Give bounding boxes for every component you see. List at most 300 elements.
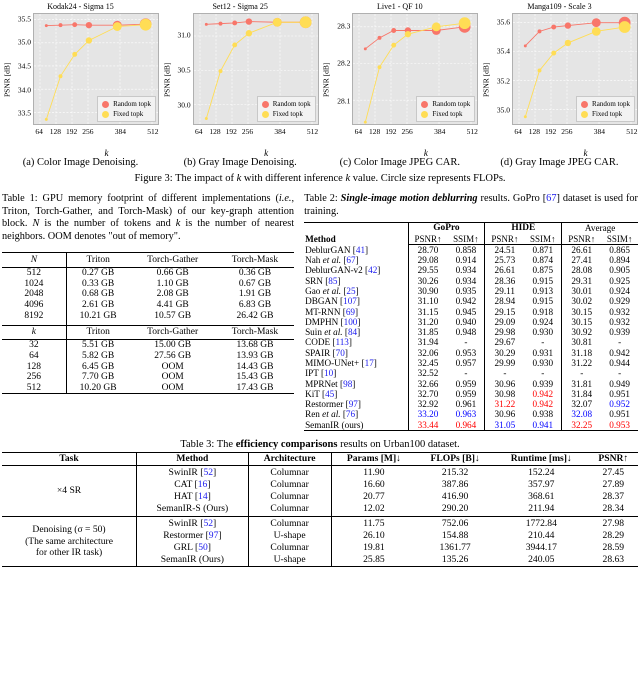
- table-2-value-cell: 0.894: [609, 255, 630, 266]
- t2cap-pre: Table 2:: [304, 193, 341, 204]
- table-1-header-cell: Torch-Gather: [147, 327, 199, 338]
- x-tick-label: 512: [306, 127, 319, 136]
- chart-y-ticks: [491, 13, 511, 125]
- t2cap-post: results. GoPro [: [477, 193, 547, 204]
- table-2-column: [304, 193, 638, 431]
- table-row: [2, 383, 294, 394]
- table-1-header-row: [2, 253, 294, 267]
- chart-x-ticks: [193, 127, 319, 138]
- table-2-group-header: GoPro: [408, 223, 485, 234]
- table-3-cell: 27.45: [602, 466, 625, 478]
- chart-legend: [257, 96, 316, 122]
- t1cap-part4: is the number of tokens and: [39, 218, 176, 230]
- table-2-value-cell: 25.73: [485, 255, 524, 265]
- table-1-cell: 7.70 GB: [66, 372, 129, 383]
- table-3-cell: 1772.84: [525, 517, 557, 529]
- table-2-value-cell: 30.29: [485, 348, 524, 358]
- legend-random-label: Random topk: [592, 100, 630, 108]
- table-row: [2, 300, 294, 311]
- chart-legend: [416, 96, 475, 122]
- table-2-value-cell: 0.934: [455, 275, 477, 286]
- chart-subcaption: (d) Gray Image JPEG CAR.: [500, 157, 619, 168]
- table-2-value-cell: 32.66: [408, 378, 447, 388]
- table-2-value-cell: 0.874: [532, 255, 554, 266]
- table-3-cell: SwinIR [52]: [137, 516, 249, 529]
- table-2-value-cell: 0.930: [532, 357, 554, 368]
- table-row: [304, 399, 638, 409]
- table-1-cell: 2048: [24, 289, 44, 300]
- table-3-cell: 240.05: [494, 554, 589, 567]
- table-3-cell: 152.24: [528, 466, 555, 478]
- table-1-cell: OOM: [161, 361, 184, 372]
- table-2-value-cell: 0.865: [609, 244, 630, 255]
- table-2-method-cell: IPT [10]: [305, 368, 337, 379]
- table-1-cell: 5.82 GB: [66, 351, 129, 362]
- table-2-value-cell: 0.932: [609, 306, 630, 317]
- y-tick-label: 28.3: [337, 21, 351, 31]
- table-1-cell: 1024: [24, 278, 44, 289]
- table-2-method-cell: Gao et al. [25]: [305, 286, 359, 297]
- table-3-cell: 368.61: [528, 490, 555, 502]
- t2cap-bold-italic: Single-image motion deblurring: [340, 193, 478, 204]
- table-2-value-cell: 33.44: [408, 420, 447, 431]
- chart-x-axis-label: k: [583, 148, 588, 158]
- table-3-cell: 215.32: [441, 466, 469, 478]
- table-2-metric-header: PSNR↑: [485, 233, 524, 244]
- legend-fixed-label: Fixed topk: [272, 110, 303, 118]
- x-tick-label: 192: [225, 127, 237, 136]
- table-2-corner-cell: Method: [304, 223, 408, 245]
- table-1-header-cell: Torch-Gather: [130, 253, 216, 267]
- table-2-value-cell: 32.25: [562, 420, 601, 431]
- table-2-metric-header: SSIM↑: [524, 233, 561, 244]
- table-1-cell: 0.67 GB: [238, 278, 272, 289]
- table-row: [304, 286, 638, 296]
- table-2-value-cell: -: [618, 368, 622, 379]
- table-3-cell: Columnar: [248, 503, 331, 515]
- table-3-cell: SemanIR-S (Ours): [137, 503, 249, 515]
- table-2-value-cell: 30.96: [485, 409, 524, 419]
- chart-x-ticks: [33, 127, 159, 138]
- table-2-value-cell: 0.941: [524, 420, 561, 431]
- table-2-value-cell: -: [464, 368, 468, 379]
- table-1-cell: OOM: [130, 383, 216, 394]
- table-1-cell: 10.21 GB: [66, 310, 129, 321]
- table-2-value-cell: 33.20: [408, 409, 447, 419]
- legend-fixed-swatch: [102, 111, 109, 118]
- chart-y-axis-label: PSNR [dB]: [321, 62, 331, 98]
- y-tick-label: 31.0: [177, 30, 191, 40]
- table-1-caption: [2, 193, 294, 243]
- table-row: [304, 368, 638, 378]
- t3cap-bold: efficiency comparisons: [235, 438, 338, 450]
- y-tick-label: 28.1: [337, 96, 351, 106]
- table-3-cell: 11.90: [331, 466, 416, 479]
- table-row: [2, 340, 294, 351]
- legend-fixed-label: Fixed topk: [113, 110, 144, 118]
- table-2-value-cell: 31.05: [485, 420, 524, 431]
- table-row: [304, 389, 638, 399]
- table-2-method-cell: DeblurGAN [41]: [305, 244, 369, 255]
- table-row: [304, 420, 638, 431]
- chart-subcaption: (a) Color Image Denoising.: [22, 157, 139, 168]
- chart-2: [162, 2, 319, 168]
- table-2-value-cell: 0.924: [609, 286, 630, 297]
- table-2-value-cell: 29.09: [485, 317, 524, 327]
- t1cap-part6: is the number of nearest neighbors. OOM denotes "out of memory".: [2, 218, 295, 242]
- table-2-value-cell: 32.08: [562, 409, 601, 419]
- chart-3: [321, 2, 478, 168]
- figcap-k1: k: [236, 173, 242, 184]
- table-row: [304, 255, 638, 265]
- table-row: [304, 296, 638, 306]
- chart-x-ticks: [512, 127, 638, 138]
- table-1-cell: 4096: [24, 300, 44, 311]
- t2cap-citation[interactable]: 67: [546, 193, 557, 204]
- table-2-value-cell: 30.15: [562, 306, 601, 316]
- x-tick-label: 64: [514, 127, 522, 136]
- figure-3-charts: [0, 0, 640, 168]
- figcap-mid: with different inference: [241, 173, 346, 184]
- table-1-cell: 128: [26, 361, 41, 372]
- t3cap-post: results on Urban100 dataset.: [337, 438, 460, 450]
- table-2-metric-header: PSNR↑: [408, 233, 447, 244]
- table-3-cell: 20.77: [331, 490, 416, 502]
- t2cap-end: ] dataset is used for training.: [304, 193, 638, 217]
- table-2-value-cell: 31.22: [485, 399, 524, 409]
- table-2-method-cell: DMPHN [100]: [305, 316, 361, 327]
- table-3-cell: 11.75: [331, 516, 416, 529]
- table-2-value-cell: 0.871: [532, 244, 554, 255]
- legend-fixed-swatch: [262, 111, 269, 118]
- x-tick-label: 384: [593, 127, 605, 136]
- table-2-method-cell: MIMO-UNet+ [17]: [305, 357, 377, 368]
- table-row: [2, 289, 294, 300]
- table-row: [2, 466, 638, 479]
- table-2-value-cell: 31.84: [562, 389, 601, 399]
- table-3-cell: 416.90: [441, 490, 469, 502]
- table-1-column: [2, 193, 294, 431]
- table-3-cell: 357.97: [528, 478, 555, 490]
- table-3-cell: 1361.77: [439, 541, 471, 553]
- table-2-value-cell: 32.52: [408, 368, 447, 378]
- y-tick-label: 34.0: [17, 85, 31, 95]
- table-2-group-header-row: [304, 223, 638, 234]
- table-1-cell: 0.27 GB: [66, 267, 129, 278]
- table-2-value-cell: 0.875: [532, 265, 554, 276]
- table-1-cell: 26.42 GB: [236, 310, 274, 321]
- table-1-header-cell: Torch-Mask: [231, 327, 279, 338]
- t1cap-N: N: [32, 218, 40, 230]
- table-3-cell: 12.02: [331, 503, 416, 515]
- table-2-value-cell: 29.98: [485, 327, 524, 337]
- legend-fixed-swatch: [421, 111, 428, 118]
- table-1-cell: 15.43 GB: [236, 372, 274, 383]
- table-2-value-cell: 30.90: [408, 286, 447, 296]
- x-tick-label: 64: [354, 127, 363, 136]
- table-2-value-cell: -: [541, 368, 545, 379]
- table-1-header-cell: Triton: [66, 325, 129, 339]
- table-3-cell: 752.06: [441, 517, 469, 529]
- x-tick-label: 512: [466, 127, 478, 136]
- chart-title: Kodak24 - Sigma 15: [47, 2, 114, 11]
- table-2-value-cell: 31.20: [408, 317, 447, 327]
- x-tick-label: 128: [528, 127, 540, 136]
- legend-random-swatch: [581, 101, 588, 108]
- table-2-value-cell: 28.08: [562, 265, 601, 275]
- table-3-task-cell: Denoising (σ = 50) (The same architecture for other IR task): [2, 516, 137, 566]
- x-tick-label: 128: [49, 127, 61, 136]
- table-3-cell: HAT [14]: [137, 490, 249, 502]
- table-2-method-cell: DBGAN [107]: [305, 296, 360, 307]
- table-2-value-cell: 30.01: [562, 286, 601, 296]
- table-3-cell: SemanIR (Ours): [137, 554, 249, 567]
- table-2-value-cell: 0.949: [609, 378, 630, 389]
- table-2-value-cell: 0.942: [532, 399, 554, 410]
- chart-x-axis-label: k: [264, 148, 269, 158]
- legend-fixed-swatch: [581, 111, 588, 118]
- table-2-value-cell: 0.858: [455, 244, 477, 255]
- table-2-metric-header: SSIM↑: [601, 233, 638, 244]
- table-2-value-cell: 32.92: [408, 399, 447, 409]
- table-2-value-cell: 0.925: [609, 275, 630, 286]
- table-2-value-cell: 32.70: [408, 389, 447, 399]
- table-2-metric-header: PSNR↑: [562, 233, 601, 244]
- table-2-value-cell: 30.96: [485, 378, 524, 388]
- table-3-cell: 211.94: [528, 503, 555, 515]
- figcap-pre: Figure 3: The impact of: [134, 173, 237, 184]
- x-tick-label: 128: [209, 127, 221, 136]
- table-1-cell: 15.00 GB: [154, 340, 192, 351]
- table-2-value-cell: 0.939: [609, 327, 630, 338]
- table-3-cell: 26.10: [331, 529, 416, 541]
- table-1-cell: 0.33 GB: [66, 279, 129, 290]
- chart-subcaption: (b) Gray Image Denoising.: [183, 157, 297, 168]
- table-1-header-row: [2, 325, 294, 339]
- table-2-method-cell: KiT [45]: [305, 388, 338, 399]
- x-tick-label: 256: [561, 127, 573, 136]
- table-row: [2, 516, 638, 529]
- table-3-cell: 290.20: [441, 503, 469, 515]
- table-3-cell: 28.59: [602, 541, 625, 553]
- y-tick-label: 28.2: [337, 58, 351, 68]
- table-1-cell: 10.20 GB: [66, 383, 129, 394]
- table-3-cell: 387.86: [441, 478, 469, 490]
- table-3-cell: 19.81: [331, 541, 416, 553]
- table-2-value-cell: 0.953: [455, 347, 477, 358]
- chart-x-ticks: [352, 127, 478, 138]
- table-2-value-cell: 0.957: [455, 357, 477, 368]
- table-2-value-cell: 30.98: [485, 389, 524, 399]
- table-1-cell: 27.56 GB: [154, 351, 192, 362]
- table-2-value-cell: 0.961: [455, 399, 477, 410]
- table-row: [304, 337, 638, 347]
- table-3-cell: Columnar: [248, 541, 331, 553]
- table-2-value-cell: 29.15: [485, 306, 524, 316]
- figcap-k2: k: [345, 173, 351, 184]
- table-1-cell: 0.36 GB: [238, 268, 272, 279]
- table-2-value-cell: 29.67: [485, 337, 524, 347]
- table-1-header-cell: Triton: [66, 253, 129, 267]
- table-3-header-cell: Runtime [ms]↓: [494, 452, 589, 465]
- y-tick-label: 35.0: [17, 37, 31, 47]
- y-tick-label: 35.0: [496, 105, 510, 115]
- table-2-value-cell: 0.915: [532, 296, 554, 307]
- table-3-cell: U-shape: [248, 529, 331, 541]
- y-tick-label: 30.0: [177, 100, 191, 110]
- table-2-value-cell: 31.22: [562, 358, 601, 368]
- table-3-task-cell: ×4 SR: [56, 484, 82, 496]
- legend-random-swatch: [102, 101, 109, 108]
- table-row: [304, 378, 638, 388]
- table-2-value-cell: 31.85: [408, 327, 447, 337]
- table-2-value-cell: 31.10: [408, 296, 447, 306]
- table-2-value-cell: 0.951: [609, 388, 630, 399]
- table-3-cell: Columnar: [248, 490, 331, 502]
- table-1-cell: 512: [26, 268, 41, 279]
- table-2-method-cell: MT-RNN [69]: [305, 306, 359, 317]
- chart-title: Live1 - QF 10: [377, 2, 423, 11]
- y-tick-label: 30.5: [177, 65, 191, 75]
- chart-1: [2, 2, 159, 168]
- t1cap-ie: i.e.: [278, 193, 292, 204]
- chart-y-axis-label: PSNR [dB]: [2, 62, 12, 98]
- table-1-cell: 64: [29, 351, 39, 362]
- x-tick-label: 384: [434, 127, 446, 136]
- table-3: [2, 452, 638, 567]
- table-3-cell: 27.98: [602, 517, 625, 529]
- table-row: [304, 317, 638, 327]
- table-1-cell: 14.43 GB: [236, 361, 274, 372]
- table-1-cell: 2.08 GB: [156, 289, 189, 300]
- table-3-wrapper: [0, 439, 640, 567]
- table-2-value-cell: 0.939: [532, 378, 554, 389]
- table-3-header-row: [2, 452, 638, 465]
- chart-plot-area: [33, 13, 159, 125]
- table-2-value-cell: 0.929: [609, 296, 630, 307]
- table-3-cell: Columnar: [248, 478, 331, 490]
- x-tick-label: 384: [274, 127, 286, 136]
- chart-y-ticks: [172, 13, 192, 125]
- t1cap-k: k: [175, 218, 181, 230]
- x-tick-label: 512: [147, 127, 159, 136]
- table-1-cell: 1.10 GB: [156, 278, 189, 289]
- t1cap-part0: Table 1: GPU memory footprint of different implementations (: [2, 193, 279, 204]
- figcap-post: value. Circle size represents FLOPs.: [350, 173, 506, 184]
- x-tick-label: 192: [544, 127, 557, 136]
- table-2-group-header: Average: [562, 223, 638, 234]
- table-2-value-cell: 30.81: [562, 337, 601, 347]
- table-3-header-cell: Architecture: [248, 452, 331, 465]
- table-2-value-cell: 0.905: [609, 265, 630, 276]
- t1cap-part2: , Triton, Torch-Gather, and Torch-Mask) of our key-graph attention block.: [2, 193, 295, 230]
- table-3-cell: Columnar: [248, 516, 331, 529]
- x-tick-label: 128: [369, 127, 381, 136]
- table-2-value-cell: 28.70: [408, 244, 447, 255]
- table-row: [2, 372, 294, 383]
- table-2-value-cell: 0.938: [532, 409, 554, 420]
- table-2-value-cell: 29.08: [408, 255, 447, 265]
- table-row: [304, 409, 638, 419]
- table-3-header-cell: PSNR↑: [589, 452, 638, 465]
- table-2-value-cell: -: [562, 368, 601, 378]
- table-2-value-cell: 0.930: [532, 327, 554, 338]
- chart-plot-area: [193, 13, 319, 125]
- table-1-cell: 512: [2, 383, 66, 394]
- y-tick-label: 33.5: [17, 108, 31, 118]
- table-1-cell: OOM: [161, 372, 184, 383]
- chart-title: Set12 - Sigma 25: [212, 2, 268, 11]
- table-2-value-cell: 0.944: [609, 357, 630, 368]
- table-3-caption: [2, 439, 638, 450]
- table-2-value-cell: 0.959: [455, 378, 477, 389]
- x-tick-label: 64: [195, 127, 203, 136]
- table-2-group-header: HIDE: [485, 223, 562, 234]
- table-1-cell: 2.61 GB: [66, 300, 129, 311]
- x-tick-label: 512: [626, 127, 638, 136]
- y-tick-label: 35.5: [17, 14, 31, 24]
- x-tick-label: 384: [114, 127, 126, 136]
- table-2-value-cell: 0.934: [455, 265, 477, 276]
- chart-plot-area: [352, 13, 478, 125]
- table-2-value-cell: 32.07: [562, 399, 601, 409]
- table-2-value-cell: 0.932: [609, 316, 630, 327]
- table-2-value-cell: 0.935: [455, 286, 477, 297]
- table-3-cell: 135.26: [416, 554, 494, 567]
- x-tick-label: 64: [35, 127, 43, 136]
- table-1-cell: 10.57 GB: [154, 310, 192, 321]
- legend-random-label: Random topk: [432, 100, 471, 108]
- table-1-cell: 0.66 GB: [156, 268, 189, 279]
- table-3-cell: 25.85: [331, 554, 416, 567]
- chart-legend: [97, 96, 156, 122]
- table-row: [2, 279, 294, 290]
- table-1-cell: 17.43 GB: [216, 383, 294, 394]
- legend-fixed-label: Fixed topk: [592, 110, 623, 118]
- table-row: [2, 351, 294, 362]
- table-1-cell: 1.91 GB: [238, 289, 272, 300]
- table-3-header-cell: FLOPs [B]↓: [416, 452, 494, 465]
- table-1: [2, 252, 294, 394]
- legend-random-label: Random topk: [272, 100, 311, 108]
- table-1-cell: 8192: [24, 310, 44, 321]
- table-2-value-cell: 31.94: [408, 337, 447, 347]
- table-2-value-cell: 31.18: [562, 348, 601, 358]
- table-3-header-cell: Params [M]↓: [331, 452, 416, 465]
- chart-y-axis-label: PSNR [dB]: [481, 62, 491, 98]
- table-2-method-cell: Restormer [97]: [305, 399, 361, 410]
- chart-4: [481, 2, 638, 168]
- figure-3-caption: [0, 173, 640, 184]
- table-1-cell: 6.83 GB: [238, 300, 272, 311]
- table-row: [304, 327, 638, 337]
- table-2-value-cell: 30.92: [562, 327, 601, 337]
- table-3-cell: GRL [50]: [137, 541, 249, 553]
- table-2-value-cell: -: [485, 368, 524, 378]
- table-2-value-cell: 26.61: [562, 244, 601, 255]
- table-2-method-cell: Ren et al. [76]: [305, 409, 359, 420]
- table-row: [304, 348, 638, 358]
- chart-y-ticks: [12, 13, 32, 125]
- table-2-method-cell: SRN [85]: [305, 275, 341, 286]
- table-row: [2, 361, 294, 372]
- x-tick-label: 192: [65, 127, 78, 136]
- table-row: [2, 310, 294, 321]
- table-2-value-cell: 0.942: [609, 347, 630, 358]
- table-1-cell: 5.51 GB: [66, 340, 129, 351]
- table-2-value-cell: 0.913: [532, 286, 554, 297]
- table-1-cell: 256: [26, 372, 41, 383]
